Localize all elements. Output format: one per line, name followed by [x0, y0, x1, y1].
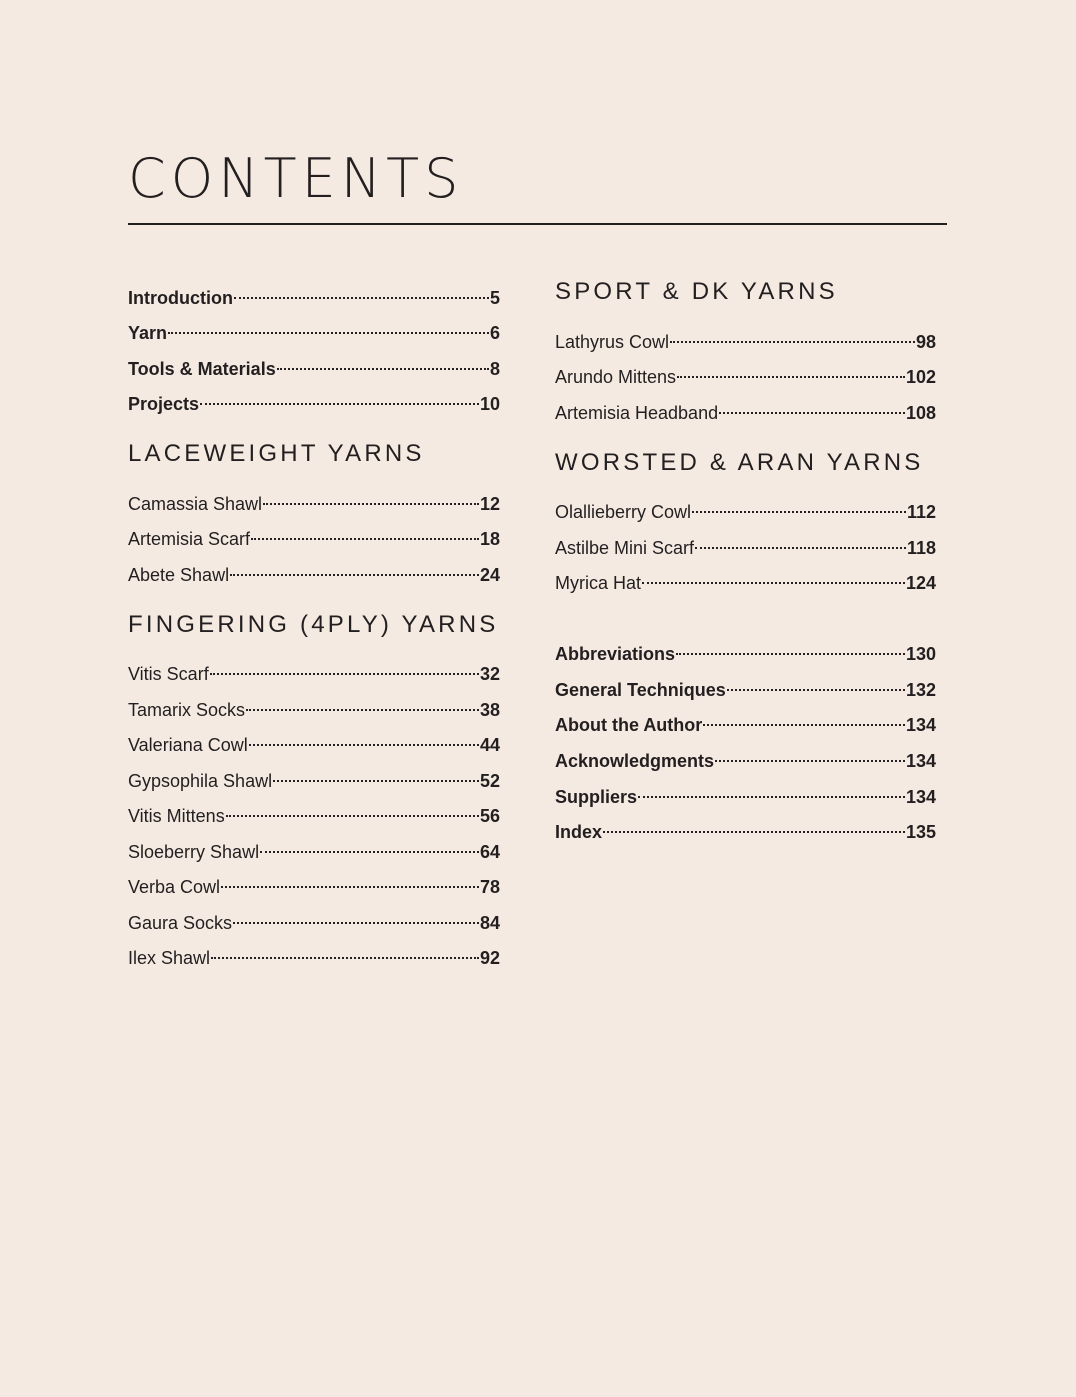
- dot-leader: [719, 395, 905, 419]
- dot-leader: [263, 486, 479, 510]
- section-heading-fingering: FINGERING (4PLY) YARNS: [128, 611, 499, 638]
- toc-entry-acknowledgments[interactable]: [555, 743, 936, 771]
- toc-entry-page: 108: [905, 403, 936, 423]
- toc-entry-page: 8: [489, 359, 500, 379]
- toc-entry-page: 64: [479, 842, 500, 862]
- toc-entry-label: Index: [555, 822, 603, 842]
- toc-entry-label: Artemisia Headband: [555, 403, 719, 423]
- toc-entry-label: Astilbe Mini Scarf: [555, 538, 695, 558]
- toc-entry[interactable]: [128, 521, 500, 549]
- toc-entry-projects[interactable]: [128, 386, 500, 414]
- toc-entry-yarn[interactable]: [128, 315, 500, 343]
- toc-entry-page: 10: [479, 394, 500, 414]
- toc-entry-about-the-author[interactable]: [555, 707, 936, 735]
- toc-entry-label: Lathyrus Cowl: [555, 332, 670, 352]
- dot-leader: [221, 869, 479, 893]
- toc-entry-introduction[interactable]: [128, 280, 500, 308]
- toc-entry[interactable]: [128, 557, 500, 585]
- toc-entry-page: 134: [905, 787, 936, 807]
- toc-entry[interactable]: [128, 763, 500, 791]
- toc-entry[interactable]: [555, 395, 936, 423]
- toc-entry-label: Olallieberry Cowl: [555, 502, 692, 522]
- toc-entry-page: 56: [479, 806, 500, 826]
- toc-entry-label: Yarn: [128, 323, 168, 343]
- toc-entry-page: 98: [915, 332, 936, 352]
- toc-entry[interactable]: [128, 692, 500, 720]
- toc-entry-page: 78: [479, 877, 500, 897]
- dot-leader: [715, 743, 905, 767]
- toc-entry-label: Abbreviations: [555, 644, 676, 664]
- toc-entry-page: 44: [479, 735, 500, 755]
- page-title: CONTENTS: [128, 147, 464, 210]
- toc-entry-label: Ilex Shawl: [128, 948, 211, 968]
- dot-leader: [210, 656, 479, 680]
- toc-entry-label: About the Author: [555, 715, 703, 735]
- dot-leader: [677, 359, 905, 383]
- section-heading-worsted-aran: WORSTED & ARAN YARNS: [555, 449, 924, 476]
- dot-leader: [638, 779, 905, 803]
- section-heading-sport-dk: SPORT & DK YARNS: [555, 278, 838, 305]
- toc-entry-page: 84: [479, 913, 500, 933]
- toc-entry-label: Tamarix Socks: [128, 700, 246, 720]
- toc-entry[interactable]: [555, 359, 936, 387]
- toc-entry-tools-materials[interactable]: [128, 351, 500, 379]
- dot-leader: [603, 814, 905, 838]
- toc-entry-page: 124: [905, 573, 936, 593]
- toc-entry-label: Gypsophila Shawl: [128, 771, 273, 791]
- dot-leader: [233, 905, 479, 929]
- toc-entry-label: Vitis Mittens: [128, 806, 225, 826]
- toc-entry-page: 5: [489, 288, 500, 308]
- dot-leader: [277, 351, 489, 375]
- toc-entry[interactable]: [128, 656, 500, 684]
- dot-leader: [703, 707, 905, 731]
- dot-leader: [642, 565, 905, 589]
- toc-entry[interactable]: [128, 905, 500, 933]
- dot-leader: [211, 940, 479, 964]
- toc-entry-label: General Techniques: [555, 680, 726, 700]
- toc-entry-label: Abete Shawl: [128, 565, 230, 585]
- toc-entry-label: Introduction: [128, 288, 233, 308]
- dot-leader: [692, 494, 906, 518]
- dot-leader: [226, 798, 479, 822]
- toc-entry[interactable]: [555, 565, 936, 593]
- dot-leader: [695, 530, 906, 554]
- toc-entry-page: 134: [905, 751, 936, 771]
- toc-entry-page: 112: [906, 502, 936, 522]
- section-heading-laceweight: LACEWEIGHT YARNS: [128, 440, 425, 467]
- toc-entry[interactable]: [128, 940, 500, 968]
- toc-entry-suppliers[interactable]: [555, 779, 936, 807]
- toc-entry-label: Verba Cowl: [128, 877, 221, 897]
- toc-entry-page: 132: [905, 680, 936, 700]
- dot-leader: [260, 834, 479, 858]
- toc-entry[interactable]: [555, 324, 936, 352]
- dot-leader: [234, 280, 489, 304]
- dot-leader: [676, 636, 905, 660]
- toc-entry-page: 134: [905, 715, 936, 735]
- toc-entry-page: 118: [906, 538, 936, 558]
- toc-entry-abbreviations[interactable]: [555, 636, 936, 664]
- toc-entry[interactable]: [128, 727, 500, 755]
- dot-leader: [200, 386, 479, 410]
- toc-entry-label: Suppliers: [555, 787, 638, 807]
- toc-entry-page: 135: [905, 822, 936, 842]
- toc-entry-label: Camassia Shawl: [128, 494, 263, 514]
- toc-entry[interactable]: [128, 798, 500, 826]
- toc-entry[interactable]: [128, 834, 500, 862]
- dot-leader: [251, 521, 479, 545]
- dot-leader: [727, 672, 905, 696]
- dot-leader: [230, 557, 479, 581]
- toc-entry-label: Gaura Socks: [128, 913, 233, 933]
- toc-entry-page: 32: [479, 664, 500, 684]
- title-divider: [128, 223, 947, 225]
- toc-entry-page: 38: [479, 700, 500, 720]
- toc-entry-general-techniques[interactable]: [555, 672, 936, 700]
- toc-entry-page: 18: [479, 529, 500, 549]
- dot-leader: [249, 727, 479, 751]
- toc-entry-index[interactable]: [555, 814, 936, 842]
- toc-entry-page: 6: [489, 323, 500, 343]
- toc-entry-label: Sloeberry Shawl: [128, 842, 260, 862]
- toc-entry-label: Valeriana Cowl: [128, 735, 248, 755]
- toc-entry-page: 102: [905, 367, 936, 387]
- toc-entry-label: Tools & Materials: [128, 359, 276, 379]
- toc-entry[interactable]: [555, 530, 936, 558]
- toc-entry-label: Acknowledgments: [555, 751, 715, 771]
- dot-leader: [670, 324, 915, 348]
- toc-entry-label: Arundo Mittens: [555, 367, 677, 387]
- dot-leader: [246, 692, 479, 716]
- toc-entry-page: 12: [479, 494, 500, 514]
- toc-entry-page: 24: [479, 565, 500, 585]
- toc-entry-page: 130: [905, 644, 936, 664]
- toc-entry-label: Artemisia Scarf: [128, 529, 251, 549]
- dot-leader: [273, 763, 479, 787]
- toc-entry-page: 52: [479, 771, 500, 791]
- toc-entry-page: 92: [479, 948, 500, 968]
- toc-entry[interactable]: [555, 494, 936, 522]
- toc-entry-label: Vitis Scarf: [128, 664, 209, 684]
- dot-leader: [168, 315, 489, 339]
- toc-entry[interactable]: [128, 486, 500, 514]
- toc-entry[interactable]: [128, 869, 500, 897]
- toc-entry-label: Myrica Hat: [555, 573, 642, 593]
- toc-entry-label: Projects: [128, 394, 200, 414]
